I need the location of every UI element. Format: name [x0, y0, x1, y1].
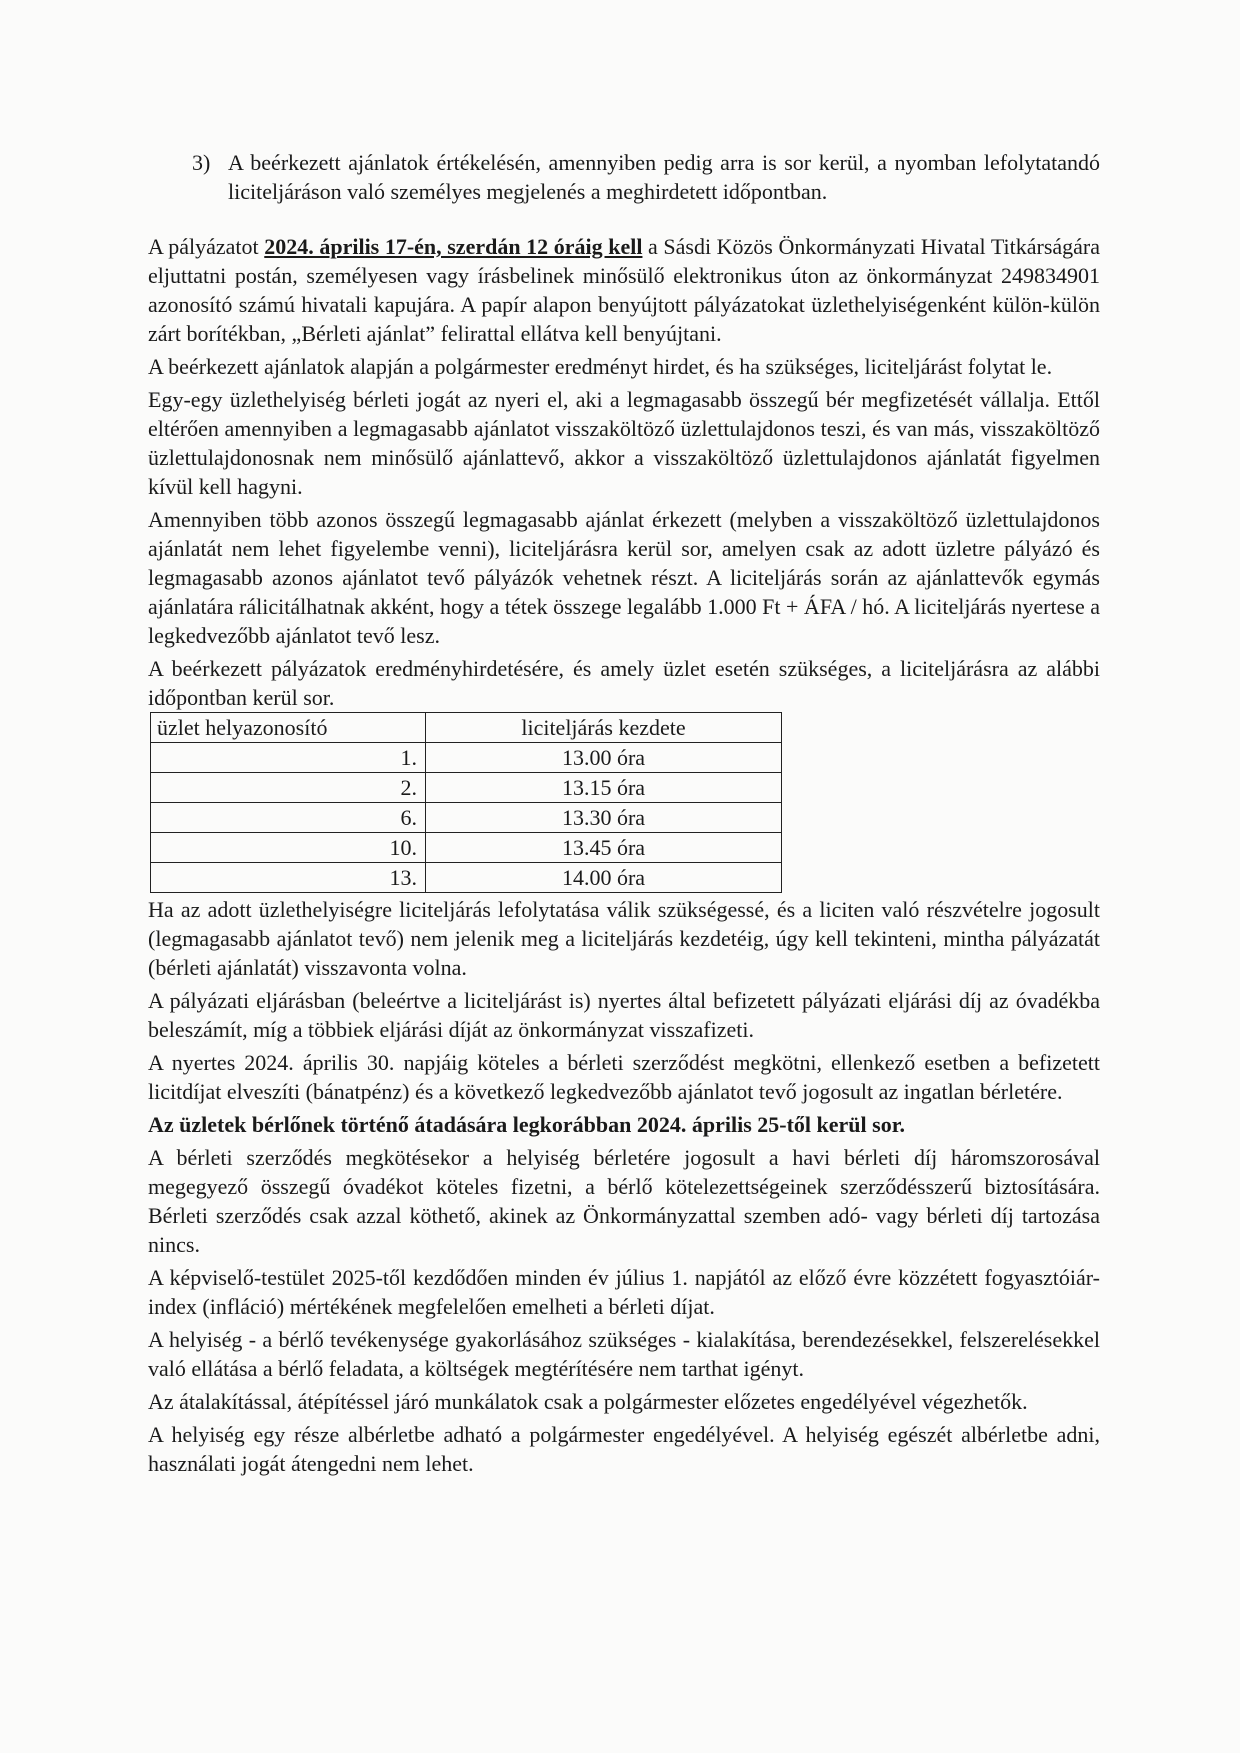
table-row — [151, 743, 782, 773]
table-row — [151, 773, 782, 803]
paragraph-handover: Az üzletek bérlőnek történő átadására legkorábban 2024. április 25-től kerül sor. — [148, 1112, 905, 1137]
table-header-row — [151, 713, 782, 743]
start-time-cell: 13.15 óra — [426, 773, 782, 803]
paragraph-results: A beérkezett ajánlatok alapján a polgármester eredményt hirdet, és ha szükséges, liciteljárást folytat le. — [148, 354, 1053, 379]
shop-id-cell: 13. — [151, 863, 426, 893]
list-number: 3) — [192, 150, 211, 175]
auction-schedule-table — [150, 712, 782, 893]
paragraph-indexation: A képviselő-testület 2025-től kezdődően minden év július 1. napjától az előző évre közzétett fogyasztóiár-index (infláció) mértékének megfelelően emelheti a bérleti díjat. — [148, 1265, 1100, 1319]
start-time-cell: 13.00 óra — [426, 743, 782, 773]
table-row — [151, 803, 782, 833]
document-body — [148, 148, 1100, 1482]
paragraph-winner-rule: Egy-egy üzlethelyiség bérleti jogát az nyeri el, aki a legmagasabb összegű bér megfizetését vállalja. Ettől eltérően amennyiben a legmagasabb ajánlatot visszaköltöző üzlettulajdonos teszi, és van más, visszaköltöző üzlettulajdonosnak nem minősülő ajánlattevő, akkor a visszaköltöző üzlettulajdonos ajánlatát figyelmen kívül kell hagyni. — [148, 387, 1100, 499]
table-header-start-time: liciteljárás kezdete — [426, 713, 782, 743]
shop-id-cell: 6. — [151, 803, 426, 833]
deadline-suffix: a Sásdi Közös Önkormányzati Hivatal Titkárságára eljuttatni postán, személyesen vagy írásbelinek minősülő elektronikus úton az önkormányzat 249834901 azonosító számú hivatali kapujára. A papír alapon benyújtott pályázatokat üzlethelyiségenként külön-külön zárt borítékban, „Bérleti ajánlat” felirattal ellátva kell benyújtani. — [148, 234, 1101, 346]
table-row — [151, 833, 782, 863]
list-item-3 — [192, 148, 1100, 206]
paragraph-contract-deadline: A nyertes 2024. április 30. napjáig köteles a bérleti szerződést megkötni, ellenkező esetben a befizetett licitdíjat elveszíti (bánatpénz) és a következő legkedvezőbb ajánlatot tevő jogosult az ingatlan bérletére. — [148, 1050, 1100, 1104]
shop-id-cell: 1. — [151, 743, 426, 773]
deadline-prefix: A pályázatot — [148, 234, 265, 259]
shop-id-cell: 10. — [151, 833, 426, 863]
paragraph-no-show: Ha az adott üzlethelyiségre liciteljárás lefolytatása válik szükségessé, és a liciten való részvételre jogosult (legmagasabb ajánlatot tevő) nem jelenik meg a liciteljárás kezdetéig, úgy kell tekinteni, mintha pályázatát (bérleti ajánlatát) visszavonta volna. — [148, 897, 1100, 980]
paragraph-fitout: A helyiség - a bérlő tevékenysége gyakorlásához szükséges - kialakítása, berendezésekkel, felszerelésekkel való ellátása a bérlő feladata, a költségek megtérítésére nem tarthat igényt. — [148, 1327, 1100, 1381]
paragraph-deposit: A bérleti szerződés megkötésekor a helyiség bérletére jogosult a havi bérleti díj háromszorosával megegyező összegű óvadékot köteles fizetni, a bérlő kötelezettségeinek szerződésszerű biztosítására. Bérleti szerződés csak azzal köthető, akinek az Önkormányzattal szemben adó- vagy bérleti díj tartozása nincs. — [148, 1145, 1100, 1257]
table-row — [151, 863, 782, 893]
deadline-date: 2024. április 17-én, szerdán 12 óráig kell — [264, 234, 643, 259]
paragraph-sublet: A helyiség egy része albérletbe adható a polgármester engedélyével. A helyiség egészét albérletbe adni, használati jogát átengedni nem lehet. — [148, 1422, 1100, 1476]
paragraph-renovation: Az átalakítással, átépítéssel járó munkálatok csak a polgármester előzetes engedélyével végezhetők. — [148, 1389, 1028, 1414]
deadline-paragraph — [148, 232, 1100, 348]
paragraph-fee: A pályázati eljárásban (beleértve a liciteljárást is) nyertes által befizetett pályázati eljárási díj az óvadékba beleszámít, míg a többiek eljárási díját az önkormányzat visszafizeti. — [148, 988, 1100, 1042]
shop-id-cell: 2. — [151, 773, 426, 803]
start-time-cell: 13.30 óra — [426, 803, 782, 833]
start-time-cell: 14.00 óra — [426, 863, 782, 893]
paragraph-auction-rule: Amennyiben több azonos összegű legmagasabb ajánlat érkezett (melyben a visszaköltöző üzlettulajdonos ajánlatát nem lehet figyelembe venni), liciteljárásra kerül sor, amelyen csak az adott üzletre pályázó és legmagasabb azonos ajánlatot tevő pályázók vehetnek részt. A liciteljárás során az ajánlattevők egymás ajánlatára rálicitálhatnak akként, hogy a tétek összege legalább 1.000 Ft + ÁFA / hó. A liciteljárás nyertese a legkedvezőbb ajánlatot tevő lesz. — [148, 507, 1100, 648]
paragraph-schedule-intro: A beérkezett pályázatok eredményhirdetésére, és amely üzlet esetén szükséges, a liciteljárásra az alábbi időpontban kerül sor. — [148, 656, 1100, 710]
start-time-cell: 13.45 óra — [426, 833, 782, 863]
list-item-text: A beérkezett ajánlatok értékelésén, amennyiben pedig arra is sor kerül, a nyomban lefolytatandó liciteljáráson való személyes megjelenés a meghirdetett időpontban. — [228, 150, 1100, 204]
table-header-shop-id: üzlet helyazonosító — [151, 713, 426, 743]
